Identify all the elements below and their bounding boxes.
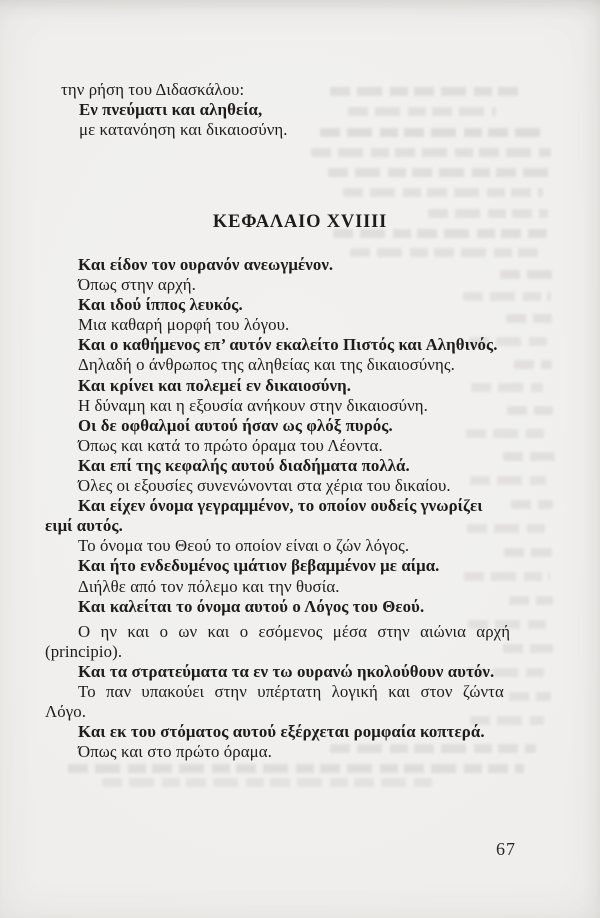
text-line: (principio). <box>45 641 123 661</box>
text-line: Όπως και κατά το πρώτο όραμα του Λέοντα. <box>78 435 383 455</box>
intro-lines <box>61 80 288 140</box>
text-line: Και είχεν όνομα γεγραμμένον, το οποίον ουδείς γνωρίζει <box>78 496 483 516</box>
bleed-through-mark <box>343 188 543 197</box>
text-line: Εν πνεύματι και αληθεία, <box>79 100 263 120</box>
text-line: Και κρίνει και πολεμεί εν δικαιοσύνη. <box>78 375 352 395</box>
text-line: Και τα στρατεύματα τα εν τω ουρανώ ηκολούθουν αυτόν. <box>78 661 495 681</box>
text-line: Και ήτο ενδεδυμένος ιμάτιον βεβαμμένον με αίμα. <box>78 556 440 576</box>
text-line: Διήλθε από τον πόλεμο και την θυσία. <box>78 576 340 596</box>
text-line: Δηλαδή ο άνθρωπος της αληθείας και της δικαιοσύνης. <box>78 355 455 375</box>
text-line: Οι δε οφθαλμοί αυτού ήσαν ως φλόξ πυρός. <box>78 415 393 435</box>
bleed-through-mark <box>328 168 550 177</box>
text-line: Και καλείται το όνομα αυτού ο Λόγος του Θεού. <box>78 596 425 616</box>
text-line: την ρήση του Διδασκάλου: <box>61 80 245 99</box>
page-number: 67 <box>496 839 516 859</box>
bleed-through-mark <box>102 778 438 787</box>
text-line: Και είδον τον ουρανόν ανεωγμένον. <box>78 255 334 274</box>
text-line: Όπως στην αρχή. <box>78 275 196 295</box>
bleed-through-mark <box>330 87 525 96</box>
text-line: Και εκ του στόματος αυτού εξέρχεται ρομφαία κοπτερά. <box>78 722 485 742</box>
chapter-heading: ΚΕΦΑΛΑΙΟ XVIIII <box>212 212 388 232</box>
text-line: Και ο καθήμενος επ’ αυτόν εκαλείτο Πιστός και Αληθινός. <box>78 335 498 355</box>
bleed-through-mark <box>348 107 496 116</box>
bleed-through-mark <box>68 764 524 773</box>
text-line: Όλες οι εξουσίες συνενώνονται στα χέρια του δικαίου. <box>78 476 451 496</box>
text-line: Μια καθαρή μορφή του λόγου. <box>78 315 290 335</box>
text-line: Η δύναμη και η εξουσία ανήκουν στην δικαιοσύνη. <box>78 395 428 415</box>
body-lines <box>45 255 545 762</box>
text-line: Ο ην και ο ων και ο εσόμενος μέσα στην αιώνια αρχή <box>78 621 511 641</box>
text-line: ειμί αυτός. <box>45 516 123 536</box>
text-line: Το όνομα του Θεού το οποίον είναι ο ζών λόγος. <box>78 536 410 556</box>
text-line: Λόγο. <box>45 702 87 722</box>
bleed-through-mark <box>311 148 551 157</box>
text-line: Το παν υπακούει στην υπέρτατη λογική και στον ζώντα <box>78 681 504 701</box>
bleed-through-mark <box>320 128 546 137</box>
text-line: Όπως και στο πρώτο όραμα. <box>78 742 272 762</box>
text-line: με κατανόηση και δικαιοσύνη. <box>79 120 288 140</box>
text-line: Και ιδού ίππος λευκός. <box>78 295 243 315</box>
text-line: Και επί της κεφαλής αυτού διαδήματα πολλά. <box>78 455 410 475</box>
